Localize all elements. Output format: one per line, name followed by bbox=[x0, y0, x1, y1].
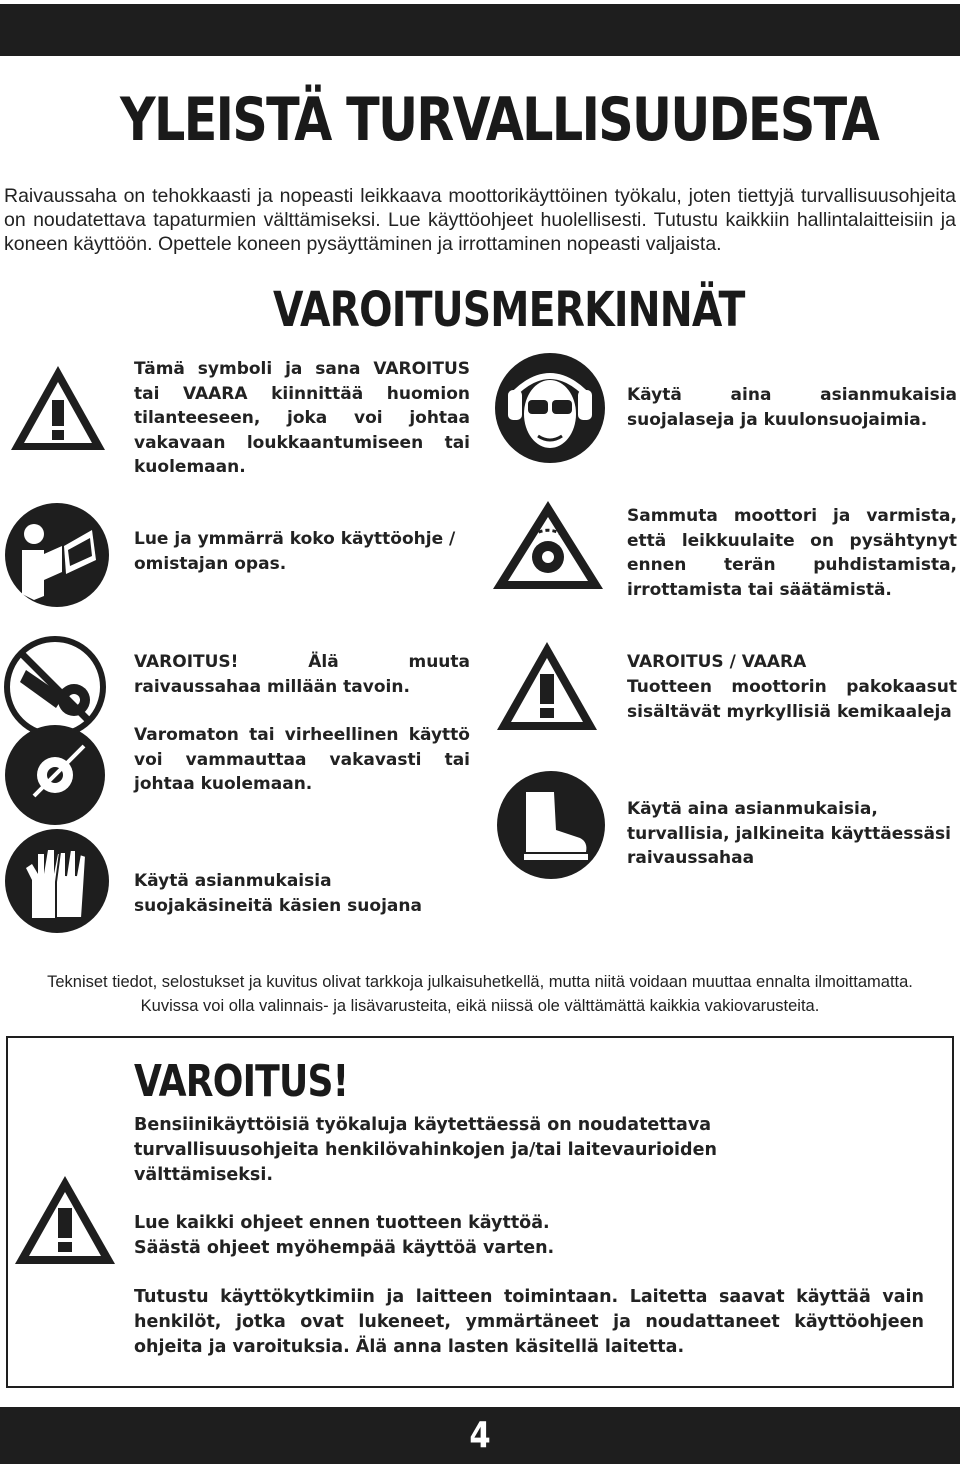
warning-triangle-icon bbox=[12, 1172, 118, 1268]
warning-box-title: VAROITUS! bbox=[134, 1056, 349, 1107]
warning-box-paragraph: Tutustu käyttökytkimiin ja laitteen toimintaan. Laitetta saavat käyttää vain henkilöt, jotka ovat lukeneet, ymmärtäneet ja noudattaneet käyttöohjeen ohjeita ja varoituksia. Älä anna lasten käsitellä laitetta. bbox=[134, 1287, 924, 1357]
no-modification-icon bbox=[4, 636, 106, 738]
boots-icon bbox=[496, 770, 606, 880]
section-title: VAROITUSMERKINNÄT bbox=[273, 282, 745, 338]
warning-box-line: Säästä ohjeet myöhempää käyttöä varten. bbox=[134, 1238, 555, 1258]
eye-ear-text: Käytä aina asianmukaisia suojalaseja ja kuulonsuojaimia. bbox=[627, 385, 957, 430]
no-modify-warning-text: VAROITUS! Älä muuta raivaussahaa millään tavoin. bbox=[134, 652, 470, 697]
warning-symbol-text: Tämä symboli ja sana VAROITUS tai VAARA kiinnittää huomion tilanteeseen, joka voi johtaa vakavaan loukkaantumiseen tai kuolemaan. bbox=[134, 359, 470, 477]
intro-paragraph: Raivaussaha on tehokkaasti ja nopeasti leikkaava moottorikäyttöinen työkalu, joten tiettyjä turvallisuusohjeita on noudatettava tapaturmien välttämiseksi. Lue käyttöohjeet huolellisesti. Tutustu kaikkiin hallintalaitteisiin ja koneen käyttöön. Opettele koneen pysäyttäminen ja irrottaminen nopeasti valjaista. bbox=[4, 185, 956, 255]
exhaust-warning-label: VAROITUS / VAARA bbox=[627, 652, 807, 672]
disclaimer bbox=[0, 970, 960, 1018]
warning-triangle-icon bbox=[494, 638, 600, 734]
eye-ear-protection-icon bbox=[494, 352, 606, 464]
page-title: YLEISTÄ TURVALLISUUDESTA bbox=[120, 85, 879, 155]
gloves-text: Käytä asianmukaisia suojakäsineitä käsien suojana bbox=[134, 871, 422, 916]
warning-box-paragraph: Bensiinikäyttöisiä työkaluja käytettäessä on noudatettava turvallisuusohjeita henkilövahinkojen ja/tai laitevaurioiden välttämiseksi. bbox=[134, 1115, 717, 1185]
read-manual-text: Lue ja ymmärrä koko käyttöohje / omistajan opas. bbox=[134, 529, 456, 574]
warning-box-line: Lue kaikki ohjeet ennen tuotteen käyttöä. bbox=[134, 1213, 550, 1233]
read-manual-icon bbox=[4, 502, 110, 608]
no-modify-consequence-text: Varomaton tai virheellinen käyttö voi vammauttaa vakavasti tai johtaa kuolemaan. bbox=[134, 725, 470, 794]
header-bar bbox=[0, 4, 960, 56]
exhaust-warning-text: Tuotteen moottorin pakokaasut sisältävät myrkyllisiä kemikaaleja bbox=[627, 677, 957, 722]
gloves-icon bbox=[4, 828, 110, 934]
warning-triangle-icon bbox=[8, 362, 108, 454]
page-number: 4 bbox=[469, 1415, 491, 1456]
disclaimer-line: Kuvissa voi olla valinnais- ja lisävarusteita, eikä niissä ole välttämättä kaikkia vakiovarusteita. bbox=[140, 997, 820, 1015]
disclaimer-line: Tekniset tiedot, selostukset ja kuvitus olivat tarkkoja julkaisuhetkellä, mutta niitä voidaan muuttaa ennalta ilmoittamatta. bbox=[47, 973, 913, 991]
blade-icon bbox=[4, 724, 106, 826]
stop-engine-text: Sammuta moottori ja varmista, että leikkuulaite on pysähtynyt ennen terän puhdistamista, irrottamista tai säätämistä. bbox=[627, 506, 957, 600]
stop-blade-icon bbox=[490, 497, 606, 593]
boots-text: Käytä aina asianmukaisia, turvallisia, jalkineita käyttäessäsi raivaussahaa bbox=[627, 799, 951, 868]
